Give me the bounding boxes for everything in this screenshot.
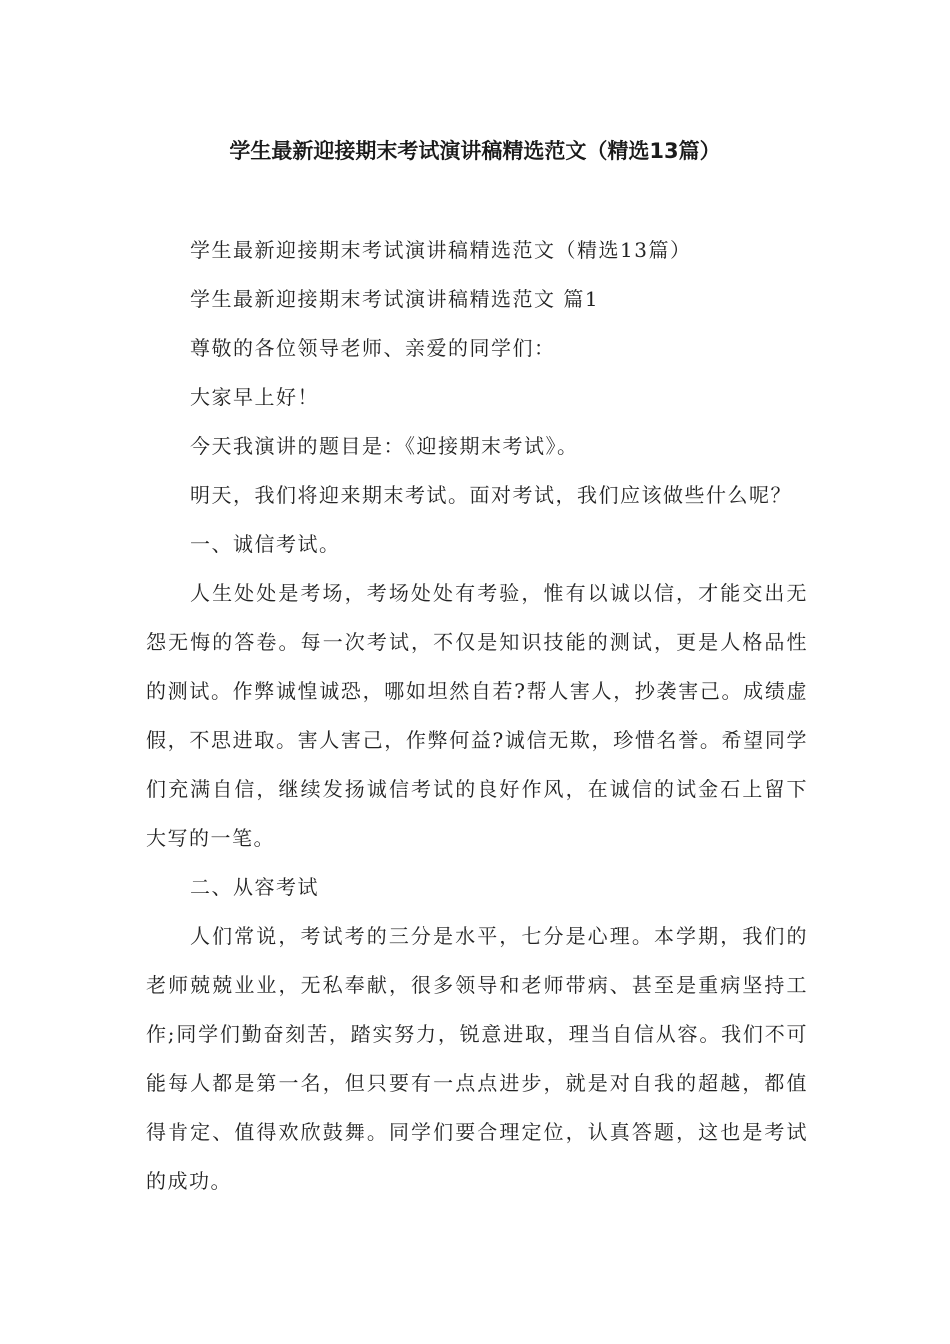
paragraph: 大家早上好！	[190, 385, 319, 409]
paragraph: 学生最新迎接期末考试演讲稿精选范文 篇1	[190, 287, 600, 311]
paragraph: 学生最新迎接期末考试演讲稿精选范文（精选13篇）	[190, 238, 692, 262]
paragraph: 人生处处是考场，考场处处有考验，惟有以诚以信，才能交出无怨无悔的答卷。每一次考试，不仅是知识技能的测试，更是人格品性的测试。作弊诚惶诚恐，哪如坦然自若?帮人害人，抄袭害己。成绩虚假，不思进取。害人害己，作弊何益?诚信无欺，珍惜名誉。希望同学们充满自信，继续发扬诚信考试的良好作风，在诚信的试金石上留下大写的一笔。	[146, 581, 808, 850]
document-title: 学生最新迎接期末考试演讲稿精选范文（精选13篇）	[229, 139, 721, 163]
document-body	[146, 226, 808, 1206]
section-heading: 一、诚信考试。	[190, 532, 341, 556]
paragraph: 今天我演讲的题目是：《迎接期末考试》。	[190, 434, 579, 458]
section-heading: 二、从容考试	[190, 875, 319, 899]
paragraph: 尊敬的各位领导老师、亲爱的同学们：	[190, 336, 556, 360]
paragraph: 人们常说，考试考的三分是水平，七分是心理。本学期，我们的老师兢兢业业，无私奉献，很多领导和老师带病、甚至是重病坚持工作;同学们勤奋刻苦，踏实努力，锐意进取，理当自信从容。我们不可能每人都是第一名，但只要有一点点进步，就是对自我的超越，都值得肯定、值得欢欣鼓舞。同学们要合理定位，认真答题，这也是考试的成功。	[146, 924, 808, 1193]
paragraph: 明天，我们将迎来期末考试。面对考试，我们应该做些什么呢？	[190, 483, 792, 507]
